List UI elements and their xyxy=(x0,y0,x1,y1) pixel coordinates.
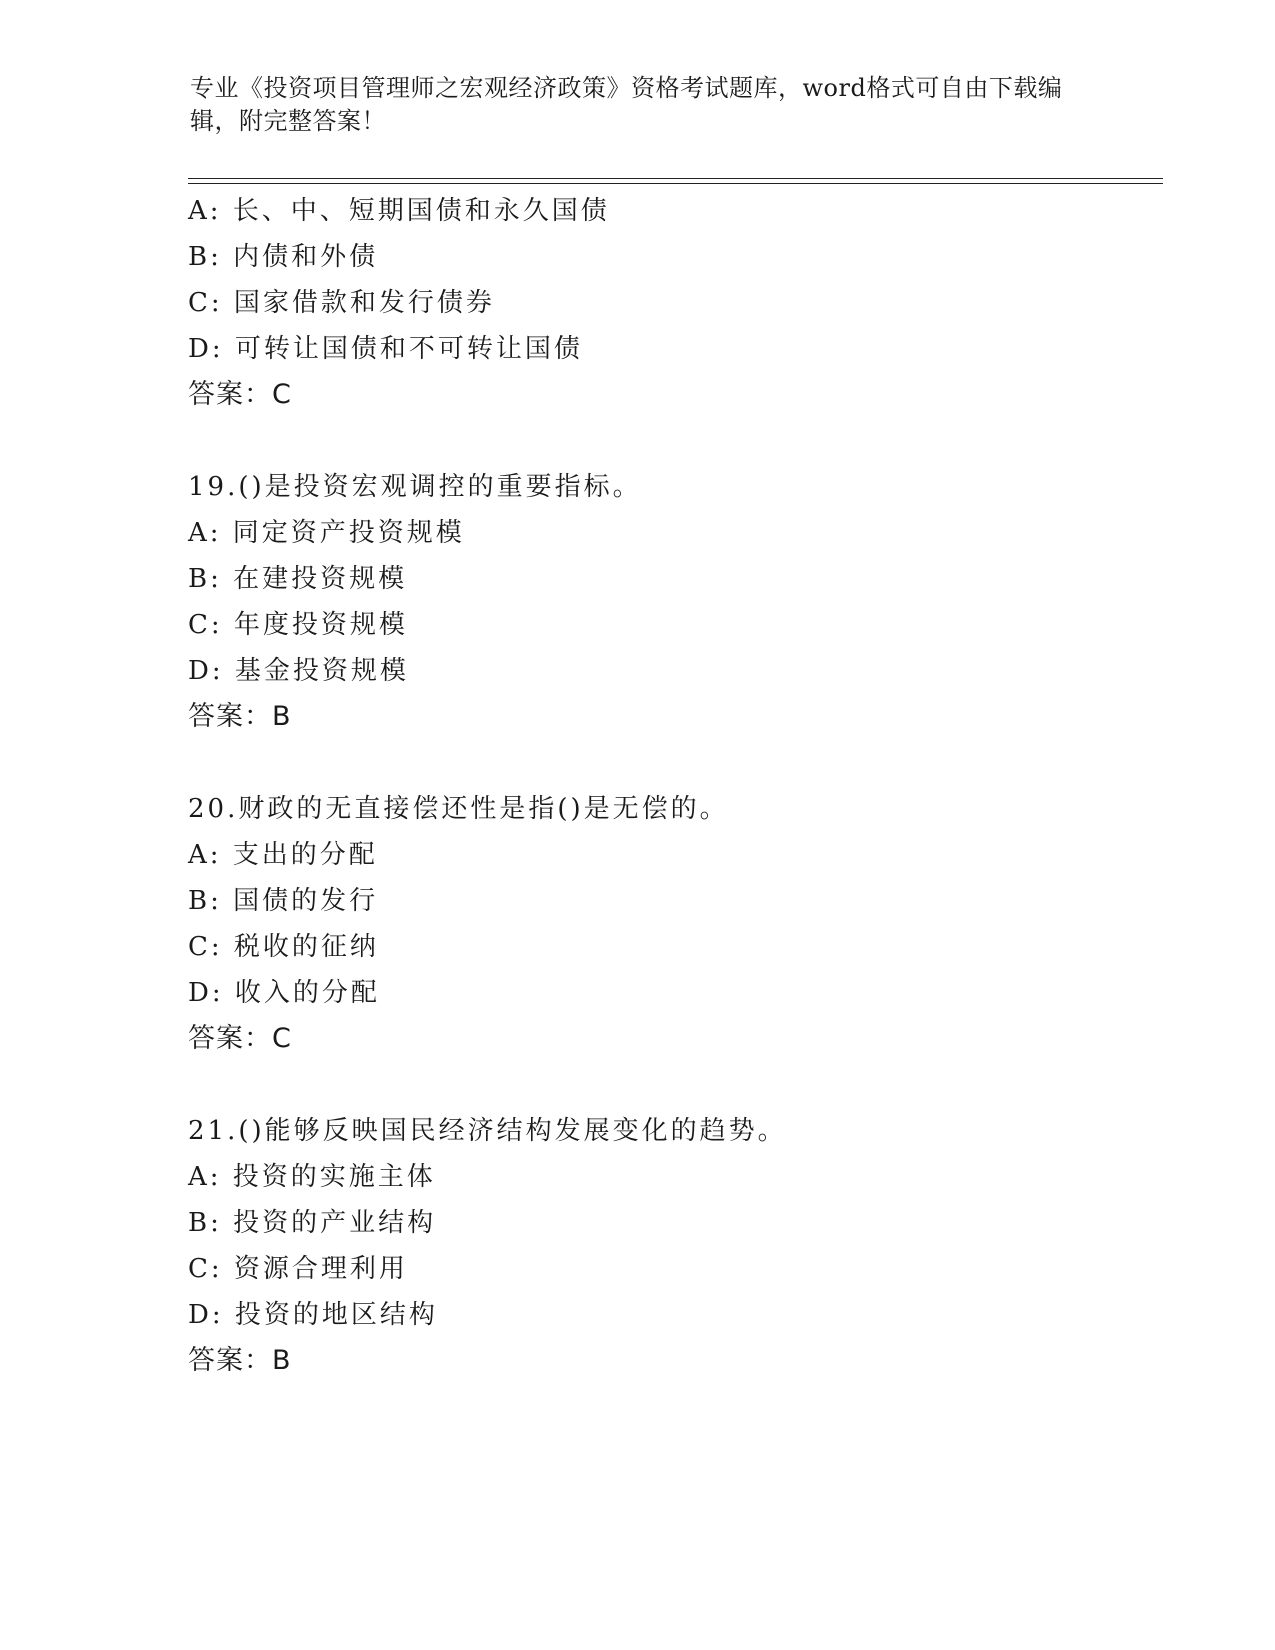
option-a: A: 同定资产投资规模 xyxy=(188,518,465,548)
header-divider-top xyxy=(188,178,1163,179)
option-c: C: 国家借款和发行债券 xyxy=(188,288,495,318)
header-line-1: 专业《投资项目管理师之宏观经济政策》资格考试题库，word格式可自由下载编 xyxy=(190,74,1063,102)
option-d: D: 可转让国债和不可转让国债 xyxy=(188,334,583,364)
question-block-18 xyxy=(188,188,1148,418)
question-text: 21.()能够反映国民经济结构发展变化的趋势。 xyxy=(188,1116,787,1146)
answer-line: 答案：C xyxy=(188,1023,292,1054)
option-c: C: 税收的征纳 xyxy=(188,932,379,962)
option-d: D: 收入的分配 xyxy=(188,978,380,1008)
option-d: D: 基金投资规模 xyxy=(188,656,409,686)
question-list xyxy=(188,188,1148,1384)
document-header xyxy=(190,72,1090,138)
answer-line: 答案：B xyxy=(188,1345,292,1376)
question-text: 20.财政的无直接偿还性是指()是无偿的。 xyxy=(188,794,729,824)
question-block-19 xyxy=(188,464,1148,740)
option-a: A: 长、中、短期国债和永久国债 xyxy=(188,196,610,226)
question-text: 19.()是投资宏观调控的重要指标。 xyxy=(188,472,642,502)
option-a: A: 投资的实施主体 xyxy=(188,1162,436,1192)
question-block-21 xyxy=(188,1108,1148,1384)
spacer xyxy=(188,418,1148,464)
option-b: B: 投资的产业结构 xyxy=(188,1208,437,1238)
header-divider-bottom xyxy=(188,183,1163,184)
spacer xyxy=(188,740,1148,786)
option-c: C: 资源合理利用 xyxy=(188,1254,408,1284)
header-line-2: 辑，附完整答案！ xyxy=(190,107,386,135)
question-block-20 xyxy=(188,786,1148,1062)
option-c: C: 年度投资规模 xyxy=(188,610,408,640)
option-a: A: 支出的分配 xyxy=(188,840,378,870)
option-b: B: 内债和外债 xyxy=(188,242,379,272)
spacer xyxy=(188,1062,1148,1108)
answer-line: 答案：B xyxy=(188,701,292,732)
answer-line: 答案：C xyxy=(188,379,292,410)
option-d: D: 投资的地区结构 xyxy=(188,1300,438,1330)
option-b: B: 在建投资规模 xyxy=(188,564,408,594)
option-b: B: 国债的发行 xyxy=(188,886,379,916)
